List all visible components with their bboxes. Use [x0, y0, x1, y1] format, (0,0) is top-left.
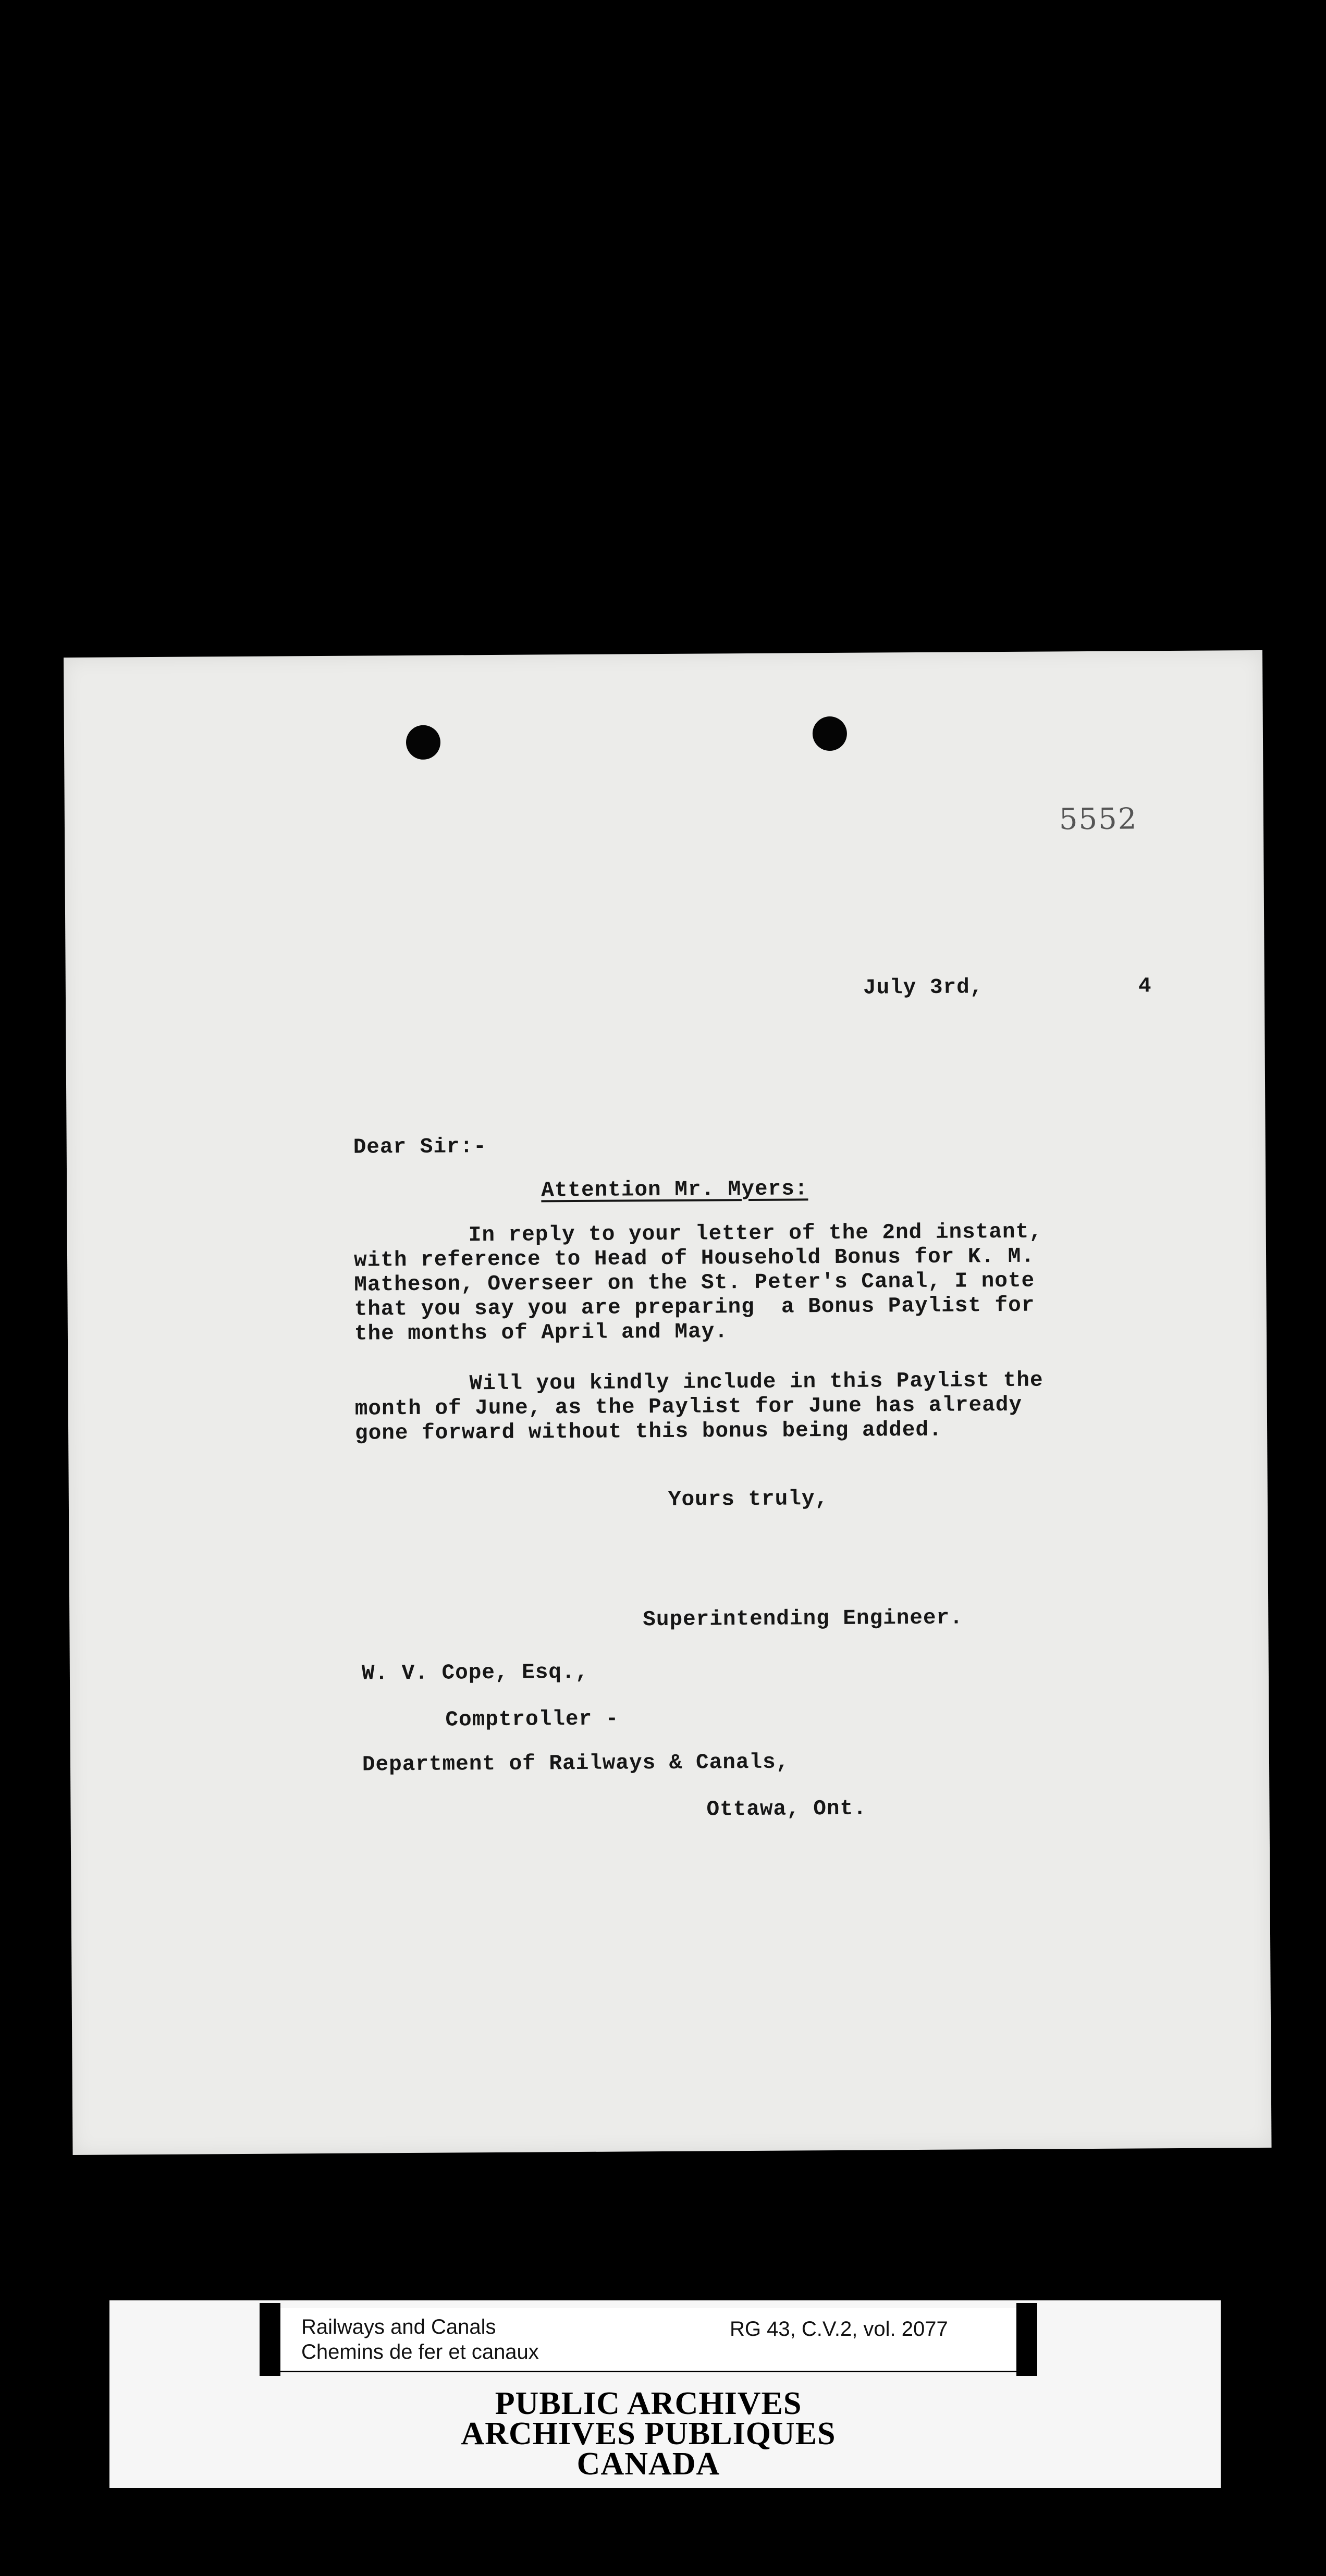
- archive-reference-box: [280, 2308, 1016, 2372]
- paragraph-1-line-1: In reply to your letter of the 2nd instant,: [468, 1220, 1042, 1248]
- addressee-title: Comptroller -: [445, 1707, 619, 1732]
- signature-title: Superintending Engineer.: [643, 1606, 963, 1632]
- addressee-city: Ottawa, Ont.: [706, 1797, 867, 1822]
- page-number-stamp: 5552: [1059, 802, 1138, 837]
- paragraph-2-line-1: Will you kindly include in this Paylist the: [469, 1368, 1043, 1396]
- institution-line-1: PUBLIC ARCHIVES: [495, 2386, 802, 2421]
- attention-line: Attention Mr. Myers:: [541, 1177, 808, 1203]
- institution-line-2: ARCHIVES PUBLIQUES: [461, 2416, 836, 2451]
- letter-date: July 3rd,: [863, 975, 984, 1000]
- label-tab-right: [1016, 2303, 1037, 2376]
- letter-page: [64, 650, 1272, 2155]
- fonds-french: Chemins de fer et canaux: [301, 2340, 539, 2363]
- punch-hole-right: [813, 716, 847, 751]
- closing: Yours truly,: [668, 1487, 829, 1512]
- paragraph-1-line-3: Matheson, Overseer on the St. Peter's Canal, I note: [354, 1269, 1035, 1297]
- punch-hole-left: [406, 725, 440, 760]
- paragraph-1-line-5: the months of April and May.: [354, 1320, 728, 1346]
- institution-line-3: CANADA: [576, 2446, 720, 2482]
- paragraph-2-line-2: month of June, as the Paylist for June has already: [354, 1393, 1023, 1421]
- letter-date-suffix: 4: [1138, 974, 1152, 999]
- label-tab-left: [260, 2303, 280, 2376]
- archive-reference: RG 43, C.V.2, vol. 2077: [730, 2318, 948, 2340]
- addressee-department: Department of Railways & Canals,: [362, 1750, 790, 1777]
- paragraph-1-line-4: that you say you are preparing a Bonus Paylist for: [354, 1293, 1035, 1322]
- fonds-english: Railways and Canals: [301, 2315, 496, 2338]
- salutation: Dear Sir:-: [353, 1135, 487, 1160]
- paragraph-2-line-3: gone forward without this bonus being added.: [354, 1418, 942, 1446]
- addressee-name: W. V. Cope, Esq.,: [361, 1660, 589, 1686]
- paragraph-1-line-2: with reference to Head of Household Bonus for K. M.: [353, 1244, 1035, 1273]
